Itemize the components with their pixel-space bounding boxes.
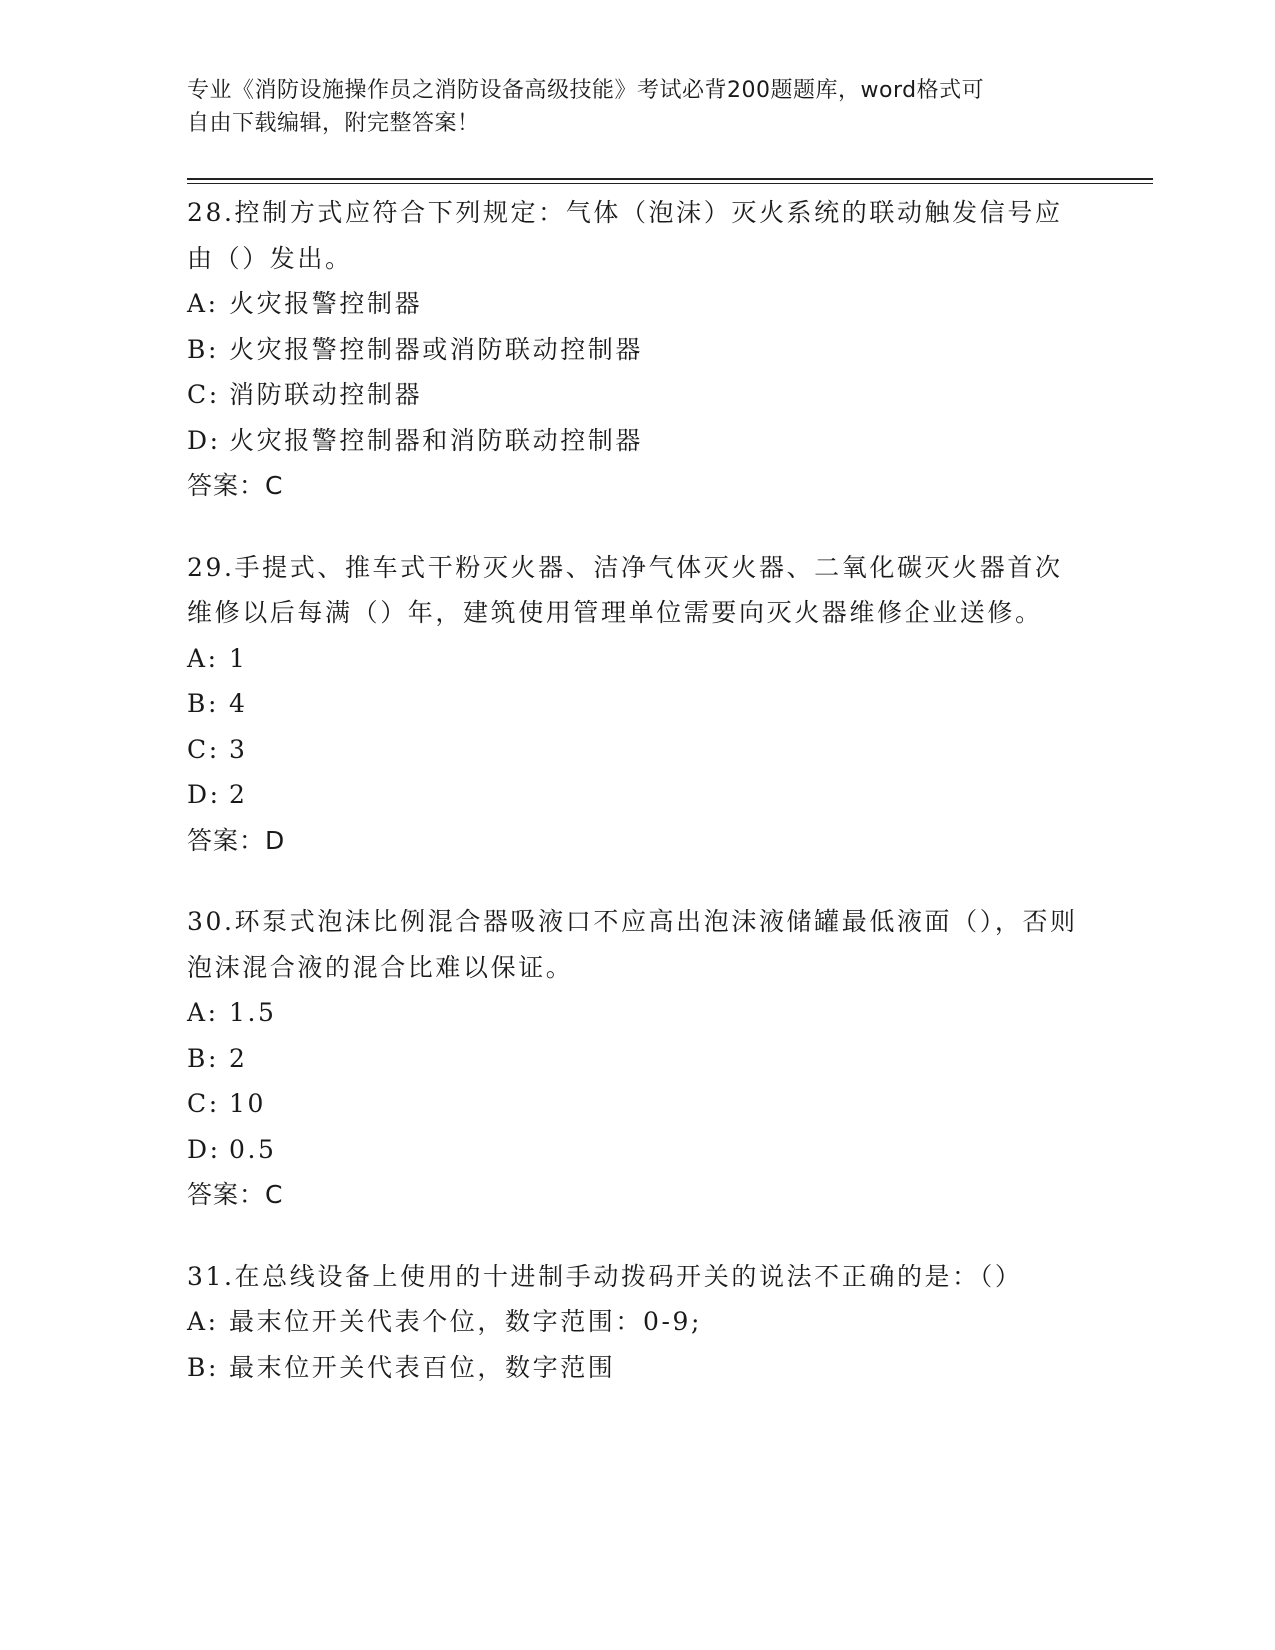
option-letter: A:: [187, 1307, 219, 1336]
header-rule-top: [187, 178, 1153, 180]
question-text: 31.在总线设备上使用的十进制手动拨码开关的说法不正确的是：（）: [187, 1261, 1023, 1291]
option-letter: D:: [187, 1134, 221, 1164]
question-text: 30.环泵式泡沫比例混合器吸液口不应高出泡沫液储罐最低液面（），否则泡沫混合液的混合比难以保证。: [187, 907, 1078, 982]
header-rule-bottom: [187, 183, 1153, 184]
option-text: 消防联动控制器: [229, 380, 423, 409]
answer-line: 答案：C: [187, 1180, 284, 1209]
option-d: [187, 1127, 1087, 1173]
question-29: [187, 545, 1087, 864]
option-text: 火灾报警控制器或消防联动控制器: [229, 334, 644, 364]
option-text: 2: [229, 1043, 248, 1073]
option-b: [187, 1345, 1087, 1391]
option-text: 1: [229, 643, 248, 673]
option-text: 0.5: [229, 1134, 277, 1164]
document-header: [187, 74, 1067, 140]
option-a: [187, 281, 1087, 327]
option-letter: D:: [187, 425, 221, 455]
option-text: 1.5: [229, 998, 277, 1027]
option-text: 3: [229, 734, 248, 764]
option-text: 火灾报警控制器: [229, 289, 423, 318]
answer-line: 答案：D: [187, 825, 286, 855]
option-text: 火灾报警控制器和消防联动控制器: [229, 425, 644, 455]
option-a: [187, 1299, 1087, 1345]
option-d: [187, 418, 1087, 464]
option-text: 10: [229, 1089, 267, 1118]
option-letter: B:: [187, 334, 219, 364]
question-list: [187, 190, 1087, 1426]
option-text: 2: [229, 780, 248, 809]
header-line-2: 自由下载编辑，附完整答案！: [187, 111, 480, 136]
option-letter: A:: [187, 643, 219, 673]
option-a: [187, 636, 1087, 682]
option-letter: B:: [187, 1352, 219, 1382]
option-c: [187, 372, 1087, 418]
question-text: 28.控制方式应符合下列规定：气体（泡沫）灭火系统的联动触发信号应由（）发出。: [187, 198, 1063, 273]
option-letter: A:: [187, 998, 219, 1027]
option-b: [187, 1036, 1087, 1082]
option-letter: C:: [187, 734, 220, 764]
option-d: [187, 772, 1087, 818]
option-c: [187, 1081, 1087, 1127]
option-b: [187, 681, 1087, 727]
option-b: [187, 327, 1087, 373]
question-text: 29.手提式、推车式干粉灭火器、洁净气体灭火器、二氧化碳灭火器首次维修以后每满（）年，建筑使用管理单位需要向灭火器维修企业送修。: [187, 552, 1063, 627]
option-text: 4: [229, 689, 248, 718]
question-30: [187, 899, 1087, 1218]
answer-line: 答案：C: [187, 471, 284, 500]
option-letter: D:: [187, 780, 221, 809]
question-28: [187, 190, 1087, 509]
option-letter: B:: [187, 1043, 219, 1073]
option-letter: B:: [187, 689, 219, 718]
option-c: [187, 727, 1087, 773]
option-text: 最末位开关代表个位，数字范围：0-9;: [229, 1307, 703, 1336]
option-a: [187, 990, 1087, 1036]
header-line-1: 专业《消防设施操作员之消防设备高级技能》考试必背200题题库，word格式可: [187, 78, 985, 103]
option-letter: C:: [187, 380, 220, 409]
option-letter: C:: [187, 1089, 220, 1118]
option-text: 最末位开关代表百位，数字范围: [229, 1352, 616, 1382]
option-letter: A:: [187, 289, 219, 318]
question-31: [187, 1254, 1087, 1391]
